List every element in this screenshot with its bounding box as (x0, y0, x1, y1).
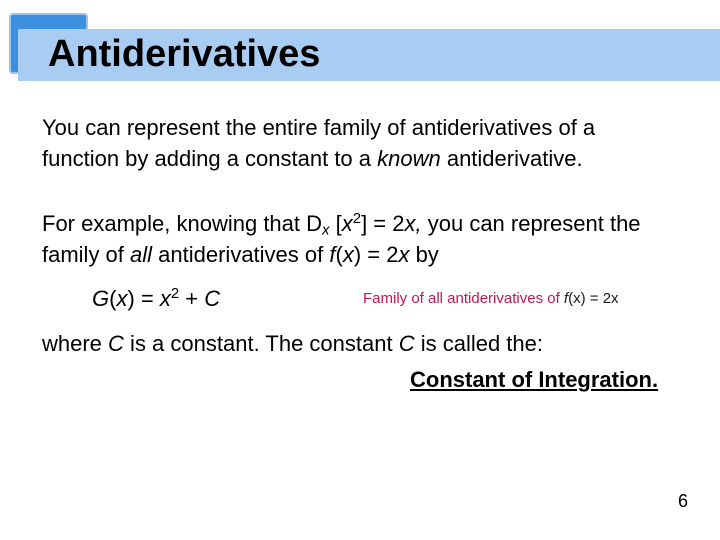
constant-paragraph: where C is a constant. The constant C is called the: (42, 331, 543, 356)
slide-title: Antiderivatives (48, 33, 321, 75)
example-paragraph: For example, knowing that Dx $[x^2] = 2x$, you can represent the family of all antiderivatives of f(x) = 2x by (42, 209, 641, 267)
known-emphasis: known (377, 146, 441, 171)
intro-paragraph: You can represent the entire family of antiderivatives of a function by adding a constant to a known antiderivative. (42, 115, 596, 171)
intro-line-1: You can represent the entire family of antiderivatives of a (42, 115, 596, 140)
formula-annotation: Family of all antiderivatives of f(x) = 2x (363, 290, 619, 307)
page-number: 6 (678, 491, 689, 511)
antiderivative-formula: $G(x) = x^2 + C$ (92, 284, 221, 311)
all-emphasis: all (130, 242, 153, 267)
constant-of-integration-label: Constant of Integration. (410, 367, 659, 392)
